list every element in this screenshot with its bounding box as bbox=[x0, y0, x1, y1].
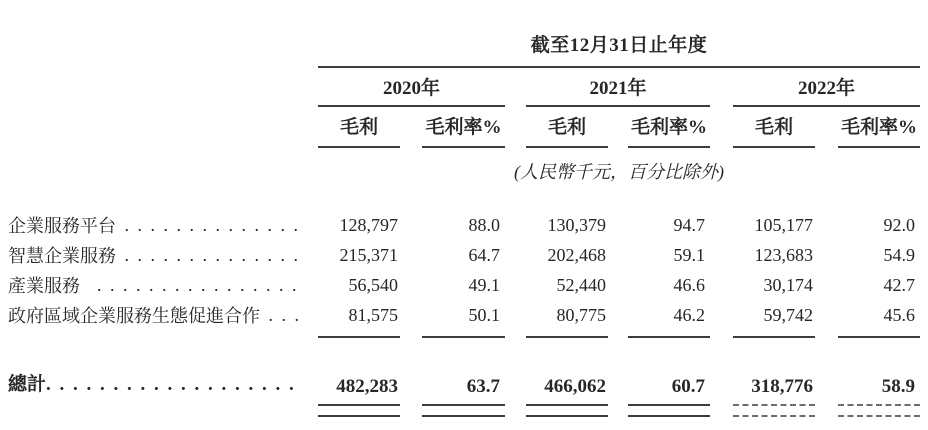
cell-value: 49.1 bbox=[468, 274, 500, 295]
cell-value: 88.0 bbox=[468, 214, 500, 235]
cell-value: 130,379 bbox=[547, 214, 606, 235]
double-rule-lines bbox=[838, 404, 920, 417]
table-title: 截至12月31日止年度 bbox=[318, 0, 920, 68]
cell-value: 64.7 bbox=[468, 244, 500, 265]
cell-value: 202,468 bbox=[547, 244, 606, 265]
total-value: 466,062 bbox=[544, 376, 606, 397]
col-header-gross-margin-2022: 毛利率% bbox=[838, 107, 920, 148]
total-value: 482,283 bbox=[336, 376, 398, 397]
total-row-label bbox=[8, 338, 318, 402]
total-value: 58.9 bbox=[881, 376, 915, 397]
dot-leader: . . . bbox=[260, 304, 299, 325]
cell-value: 128,797 bbox=[339, 214, 398, 235]
total-double-rule bbox=[422, 402, 505, 415]
cell-value: 52,440 bbox=[556, 274, 606, 295]
gross-profit-table bbox=[8, 0, 920, 415]
row-label-text: 產業服務 bbox=[8, 276, 80, 296]
dot-leader: . . . . . . . . . . . . . . . . . . . bbox=[46, 374, 294, 395]
dot-leader: . . . . . . . . . . . . . . bbox=[116, 214, 298, 235]
cell-value: 46.6 bbox=[673, 274, 705, 295]
year-header-2020: 2020年 bbox=[318, 68, 505, 107]
dot-leader: . . . . . . . . . . . . . . bbox=[116, 244, 298, 265]
cell-value: 46.2 bbox=[673, 304, 705, 325]
total-double-rule-watermarked bbox=[838, 402, 920, 415]
col-header-gross-profit-2021: 毛利 bbox=[526, 107, 608, 148]
total-double-rule-watermarked bbox=[733, 402, 815, 415]
col-header-gross-margin-2021: 毛利率% bbox=[628, 107, 710, 148]
row-label-industry-services bbox=[8, 270, 318, 300]
cell-value: 50.1 bbox=[468, 304, 500, 325]
cell-value: 54.9 bbox=[883, 244, 915, 265]
subtotal-rule bbox=[838, 330, 920, 338]
total-double-rule bbox=[628, 402, 710, 415]
total-value: 60.7 bbox=[671, 376, 705, 397]
cell-value: 59.1 bbox=[673, 244, 705, 265]
double-rule-lines bbox=[628, 404, 710, 417]
cell-value: 215,371 bbox=[339, 244, 398, 265]
row-label-text: 智慧企業服務 bbox=[8, 246, 116, 266]
subtotal-rule bbox=[733, 330, 815, 338]
subtotal-rule bbox=[318, 330, 400, 338]
double-rule-lines bbox=[422, 404, 505, 417]
subtotal-rule bbox=[628, 330, 710, 338]
cell-value: 30,174 bbox=[763, 274, 813, 295]
double-rule-lines bbox=[318, 404, 400, 417]
cell-value: 80,775 bbox=[556, 304, 606, 325]
row-label-smart-enterprise-services bbox=[8, 240, 318, 270]
dot-leader: . . . . . . . . . . . . . . . . bbox=[80, 274, 297, 295]
row-label-text: 政府區域企業服務生態促進合作 bbox=[8, 306, 260, 326]
year-header-2021: 2021年 bbox=[526, 68, 710, 107]
cell-value: 42.7 bbox=[883, 274, 915, 295]
subtotal-rule bbox=[526, 330, 608, 338]
total-double-rule bbox=[318, 402, 400, 415]
double-rule-lines bbox=[733, 404, 815, 417]
subtotal-rule bbox=[422, 330, 505, 338]
double-rule-lines bbox=[526, 404, 608, 417]
cell-value: 59,742 bbox=[763, 304, 813, 325]
cell-value: 94.7 bbox=[673, 214, 705, 235]
col-header-gross-profit-2020: 毛利 bbox=[318, 107, 400, 148]
cell-value: 123,683 bbox=[754, 244, 813, 265]
row-label-text: 企業服務平台 bbox=[8, 216, 116, 236]
total-double-rule bbox=[526, 402, 608, 415]
cell-value: 92.0 bbox=[883, 214, 915, 235]
cell-value: 105,177 bbox=[754, 214, 813, 235]
cell-value: 81,575 bbox=[348, 304, 398, 325]
cell-value: 56,540 bbox=[348, 274, 398, 295]
cell-value: 45.6 bbox=[883, 304, 915, 325]
total-label-text: 總計 bbox=[8, 374, 47, 395]
col-header-gross-profit-2022: 毛利 bbox=[733, 107, 815, 148]
total-value: 63.7 bbox=[466, 376, 500, 397]
row-label-enterprise-service-platform bbox=[8, 210, 318, 240]
total-value: 318,776 bbox=[751, 376, 813, 397]
col-header-gross-margin-2020: 毛利率% bbox=[422, 107, 505, 148]
unit-note: (人民幣千元，百分比除外) bbox=[514, 162, 724, 182]
row-label-government-regional-cooperation bbox=[8, 300, 318, 330]
year-header-2022: 2022年 bbox=[733, 68, 920, 107]
